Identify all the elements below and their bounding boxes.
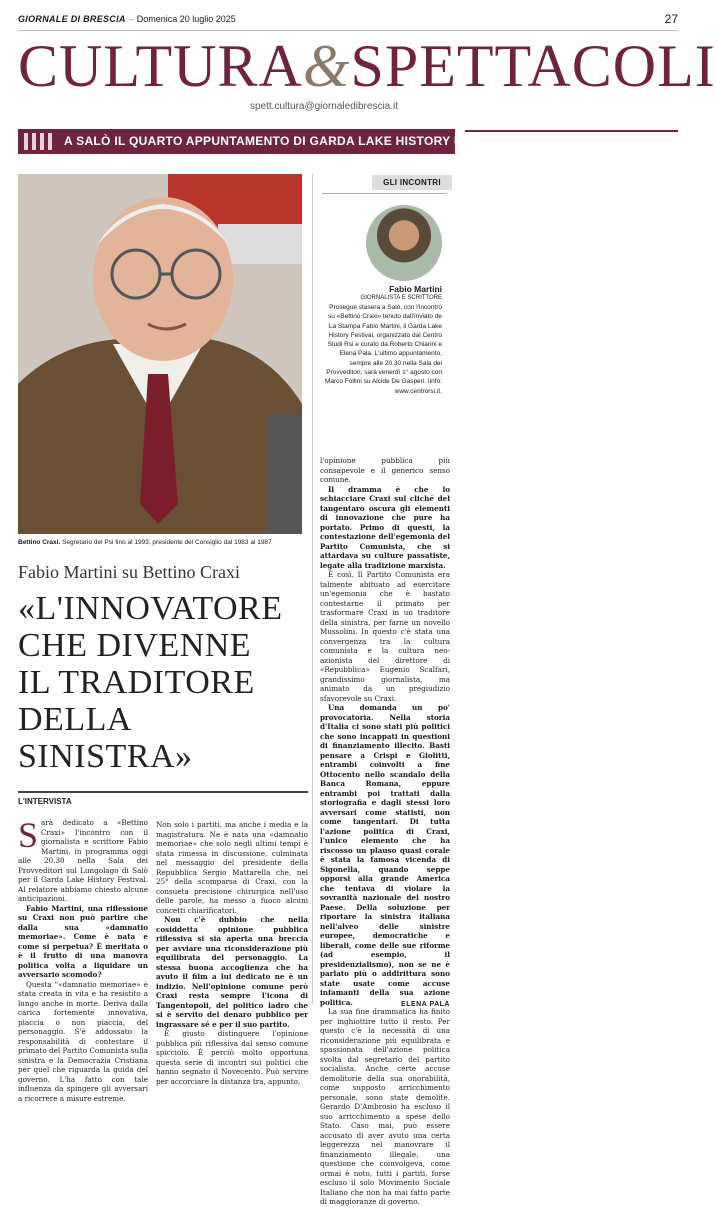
page-number: 27 bbox=[664, 12, 678, 26]
newspaper-brand: GIORNALE DI BRESCIA bbox=[18, 14, 126, 24]
headline-line: IL TRADITORE bbox=[18, 664, 255, 701]
banner-rule bbox=[465, 130, 678, 132]
paragraph: Il dramma è che lo schiacciare Craxi sul cliché del tangentaro oscura gli elementi di innovazione che pure ha portato. Primo di questi, la contestazione dell'egemonia del Partito Comunista, che si attardava su culture passatiste, legate alla tradizione marxista. bbox=[320, 484, 450, 570]
portrait-illustration bbox=[18, 174, 302, 534]
headline-line: DELLA SINISTRA» bbox=[18, 701, 193, 775]
section-title-amp: & bbox=[302, 33, 351, 99]
paragraph: La sua fine drammatica ha finito per inghiottire tutto il resto. Per questo c'è la necessità di una riconsiderazione più equilibrata e spassionata dell'azione politica svolta dal segretario del partito socialista. Anche certe accuse demolitorie della sua onorabilità, come supposto arricchimento personale, sono state demolite. Gerardo D'Ambrosio ha escluso il suo arricchimento a spese dello Stato. Caso mai, può essere accusato di aver avuto una certa leggerezza nel manovrare il finanziamento illegale, una questione che coinvolgeva, come ormai è noto, tutti i partiti, forse escluso il solo Movimento Sociale Italiano che non ha mai fatto parte di maggioranze di governo. bbox=[320, 1007, 450, 1206]
sidebar-heading: GLI INCONTRI bbox=[372, 175, 452, 190]
body-column-3 bbox=[320, 456, 450, 1206]
section-title-left: CULTURA bbox=[18, 33, 303, 99]
banner-text: A SALÒ IL QUARTO APPUNTAMENTO DI GARDA LAKE HISTORY FESTIVAL bbox=[64, 134, 514, 148]
article-headline bbox=[18, 590, 308, 775]
paragraph: Fabio Martini, una riflessione su Craxi non può partire che dalla sua «damnatio memoriae». Come è nata e come si perpetua? È meritata o è il frutto di una manovra politica volta a liquidare un avversario scomodo? bbox=[18, 903, 148, 979]
craxi-photo bbox=[18, 174, 302, 534]
body-column-2 bbox=[156, 820, 308, 1086]
caption-name: Bettino Craxi. bbox=[18, 539, 61, 546]
section-title bbox=[18, 33, 716, 99]
section-email[interactable]: spett.cultura@giornaledibrescia.it bbox=[250, 101, 399, 112]
header-separator: – bbox=[128, 14, 134, 24]
headline-rule bbox=[18, 791, 308, 793]
sidebar-role: GIORNALISTA E SCRITTORE bbox=[360, 295, 442, 301]
paragraph: È così. Il Partito Comunista era talmente abituato ad esercitare un'egemonia che è bastato contestarne il primato per trasformare Craxi in un traditore della sinistra, per farne un novello Mussolini. In questo c'è stata una convergenza tra la cultura comunista e la cultura neo-azionista del direttore di «Repubblica» Eugenio Scalfari, grandissimo giornalista, ma animato da un pregiudizio sfavorevole su Craxi. bbox=[320, 570, 450, 703]
header-rule bbox=[18, 30, 678, 31]
author-avatar bbox=[366, 205, 442, 281]
paragraph: È giusto distinguere l'opinione pubblica più riflessiva dal senso comune spicciolo. È perciò molto opportuna questa serie di incontri sui politici che hanno segnato il Novecento. Può servire per accorciare la distanza tra, appunto, bbox=[156, 1029, 308, 1086]
section-title-right: SPETTACOLI bbox=[350, 33, 716, 99]
caption-text: Segretario del Psi fino al 1993, presidente del Consiglio dal 1983 al 1987 bbox=[62, 539, 272, 546]
sidebar-name: Fabio Martini bbox=[389, 284, 442, 294]
drop-cap: S bbox=[18, 815, 39, 855]
paragraph: Non solo i partiti, ma anche i media e la magistratura. Ne è nata una «damnatio memoriae» che solo negli ultimi tempi è stata rimessa in discussione, culminata nel messaggio del presidente della Repubblica Sergio Mattarella che, nel 25° della scomparsa di Craxi, con la consueta precisione chirurgica nell'uso delle parole, ha messo a fuoco alcuni concetti chiarificatori. bbox=[156, 820, 308, 915]
paragraph: l'opinione pubblica più consapevole e il generico senso comune. bbox=[320, 456, 450, 484]
body-column-1 bbox=[18, 815, 148, 1103]
headline-line: CHE DIVENNE bbox=[18, 627, 252, 664]
paragraph: arà dedicato a «Bettino Craxi» l'incontro con il giornalista e scrittore Fabio Martini, in programma oggi alle 20.30 nella Sala dei Provveditori sul Lungolago di Salò per il Garda Lake History Festival. Al relatore abbiamo chiesto alcune anticipazioni. bbox=[18, 818, 148, 903]
sidebar-text: Prosegue stasera a Salò, con l'incontro su «Bettino Craxi» tenuto dall'inviato de La Stampa Fabio Martini, il Garda Lake History Festival, organizzato dal Centro Studi Rsi e curato da Roberto Chiarini e Elena Pala. L'ultimo appuntamento, sempre alle 20.30 nella Sala dei Provveditori, sarà venerdì 1° agosto con Marco Follini su Alcide De Gasperi. Iinfo: www.centrorsi.it. bbox=[324, 304, 442, 395]
photo-caption bbox=[18, 538, 308, 547]
sidebar-rule bbox=[322, 193, 447, 194]
article-kicker: Fabio Martini su Bettino Craxi bbox=[18, 562, 240, 582]
paragraph: Una domanda un po' provocatoria. Nella storia d'Italia ci sono stati più politici che sono incappati in questioni di finanziamento illecito. Basti pensare a Crispi e Giolitti, entrambi coinvolti a fine Ottocento nello scandalo della Banca Romana, eppure entrambi poi trattati dalla storiografia e dagli stessi loro avversari come statisti, non come tangentari. Di tutta l'azione politica di Craxi, l'unico elemento che ha riscosso un plauso quasi corale è stata la famosa vicenda di Sigonella, quando seppe opporsi alla grande America che tentava di violare la sovranità nazionale del nostro Paese. Della soluzione per riportare la sinistra italiana nell'alveo delle sinistre europee, democratiche e liberali, come delle sue riforme (ad esempio, il presidenzialismo), non se ne è parlato più o addirittura sono state usate come accuse infamanti della sua azione politica. bbox=[320, 703, 450, 1007]
banner-stripes-icon bbox=[24, 133, 52, 150]
paragraph: Questa "«damnatio memoriae» è stata creata in vita e ha resistito a lungo anche in morte. Deriva dalla carica fortemente innovativa, piaccia o non piaccia, del personaggio. S'è addossato la responsabilità di contestare il primato del Partito Comunista sulla sinistra e la Democrazia Cristiana per quel che riguarda la guida del governo. L'ha fatto con tale influenza da spingere gli avversari a ricorrere a misure estreme. bbox=[18, 979, 148, 1103]
topic-banner bbox=[18, 129, 514, 154]
page-header bbox=[18, 14, 678, 28]
headline-line: «L'INNOVATORE bbox=[18, 590, 283, 627]
paragraph: Non c'è dubbio che nella cosiddetta opinione pubblica riflessiva si sia aperta una breccia per avviare una riconsiderazione più equilibrata del personaggio. La stessa buona accoglienza che ha avuto il film a lui dedicato ne è un indizio. Nell'opinione comune però Craxi resta sempre l'icona di Tangentopoli, del politico ladro che si è servito del denaro pubblico per ingrassare sé e per il suo partito. bbox=[156, 915, 308, 1029]
column-divider bbox=[312, 174, 313, 1004]
article-label: L'INTERVISTA bbox=[18, 797, 72, 806]
issue-date: Domenica 20 luglio 2025 bbox=[136, 14, 236, 24]
article-signature: ELENA PALA bbox=[401, 1001, 450, 1008]
